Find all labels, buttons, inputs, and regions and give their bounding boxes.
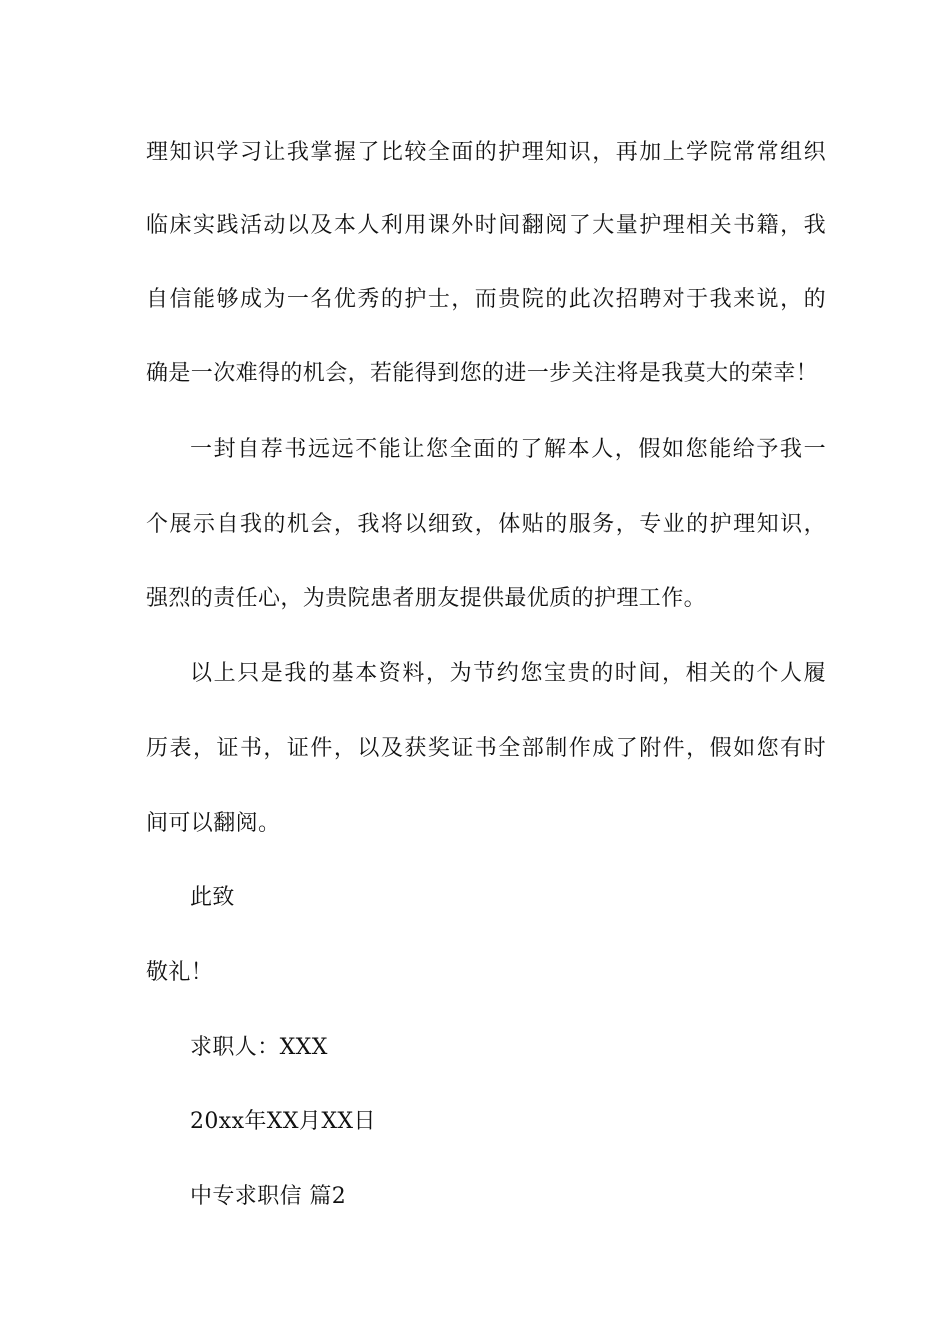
paragraph-1-line-3: 自信能够成为一名优秀的护士，而贵院的此次招聘对于我来说，的 bbox=[146, 287, 826, 312]
closing-salute: 敬礼！ bbox=[146, 960, 214, 985]
paragraph-1-line-4: 确是一次难得的机会，若能得到您的进一步关注将是我莫大的荣幸！ bbox=[146, 361, 819, 386]
paragraph-1-line-2: 临床实践活动以及本人利用课外时间翻阅了大量护理相关书籍，我 bbox=[146, 213, 826, 238]
section-heading: 中专求职信 篇2 bbox=[190, 1184, 347, 1209]
paragraph-3-line-2: 历表，证书，证件，以及获奖证书全部制作成了附件，假如您有时 bbox=[146, 736, 826, 761]
paragraph-2-line-3: 强烈的责任心，为贵院患者朋友提供最优质的护理工作。 bbox=[146, 586, 707, 611]
closing-greeting: 此致 bbox=[190, 885, 235, 910]
paragraph-1-line-1: 理知识学习让我掌握了比较全面的护理知识，再加上学院常常组织 bbox=[146, 140, 826, 165]
paragraph-3-line-1: 以上只是我的基本资料，为节约您宝贵的时间，相关的个人履 bbox=[190, 661, 826, 686]
paragraph-2-line-1: 一封自荐书远远不能让您全面的了解本人，假如您能给予我一 bbox=[190, 437, 826, 462]
paragraph-3-line-3: 间可以翻阅。 bbox=[146, 811, 281, 836]
signature-applicant: 求职人：XXX bbox=[190, 1035, 328, 1060]
signature-date: 20xx年XX月XX日 bbox=[190, 1109, 376, 1134]
paragraph-2-line-2: 个展示自我的机会，我将以细致，体贴的服务，专业的护理知识， bbox=[146, 512, 826, 537]
